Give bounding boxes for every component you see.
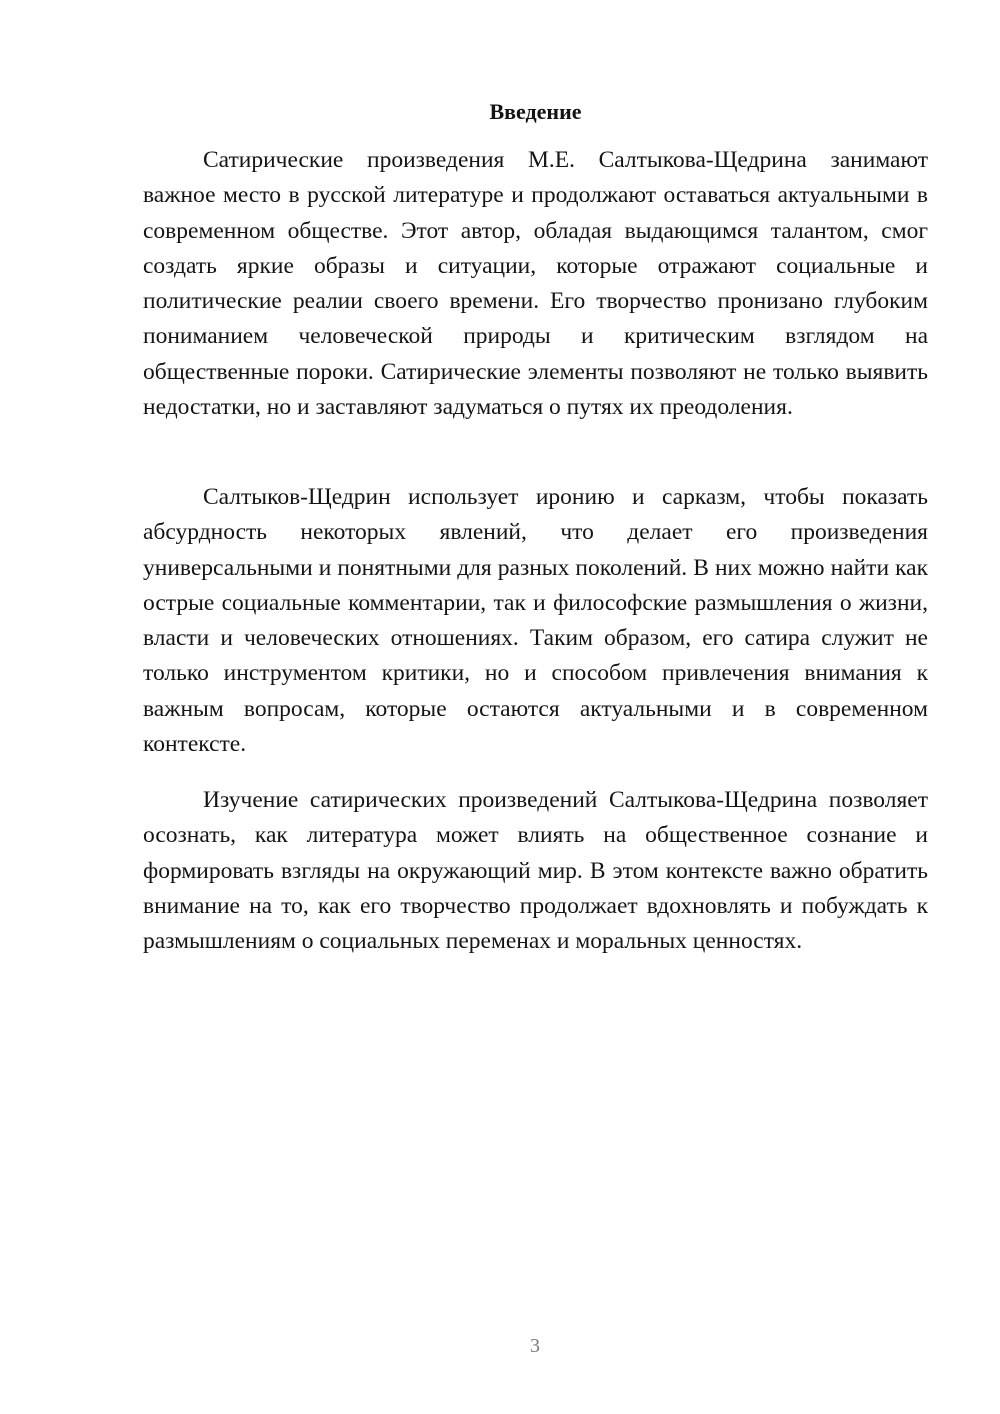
page-number: 3: [530, 1335, 540, 1357]
page-title: Введение: [489, 99, 582, 124]
paragraph-irony: Салтыков-Щедрин использует иронию и сарказм, чтобы показать абсурдность некоторых явлений, что делает его произведения универсальными и понятными для разных поколений. В них можно найти как острые социальные комментарии, так и философские размышления о жизни, власти и человеческих отношениях. Таким образом, его сатира служит не только инструментом критики, но и способом привлечения внимания к важным вопросам, которые остаются актуальными и в современном контексте.: [143, 484, 928, 758]
paragraph-study: Изучение сатирических произведений Салтыкова-Щедрина позволяет осознать, как литература может влиять на общественное сознание и формировать взгляды на окружающий мир. В этом контексте важно обратить внимание на то, как его творчество продолжает вдохновлять и побуждать к размышлениям о социальных переменах и моральных ценностях.: [143, 787, 928, 955]
paragraph-intro: Сатирические произведения М.Е. Салтыкова-Щедрина занимают важное место в русской литературе и продолжают оставаться актуальными в современном обществе. Этот автор, обладая выдающимся талантом, смог создать яркие образы и ситуации, которые отражают социальные и политические реалии своего времени. Его творчество пронизано глубоким пониманием человеческой природы и критическим взглядом на общественные пороки. Сатирические элементы позволяют не только выявить недостатки, но и заставляют задуматься о путях их преодоления.: [143, 147, 928, 421]
